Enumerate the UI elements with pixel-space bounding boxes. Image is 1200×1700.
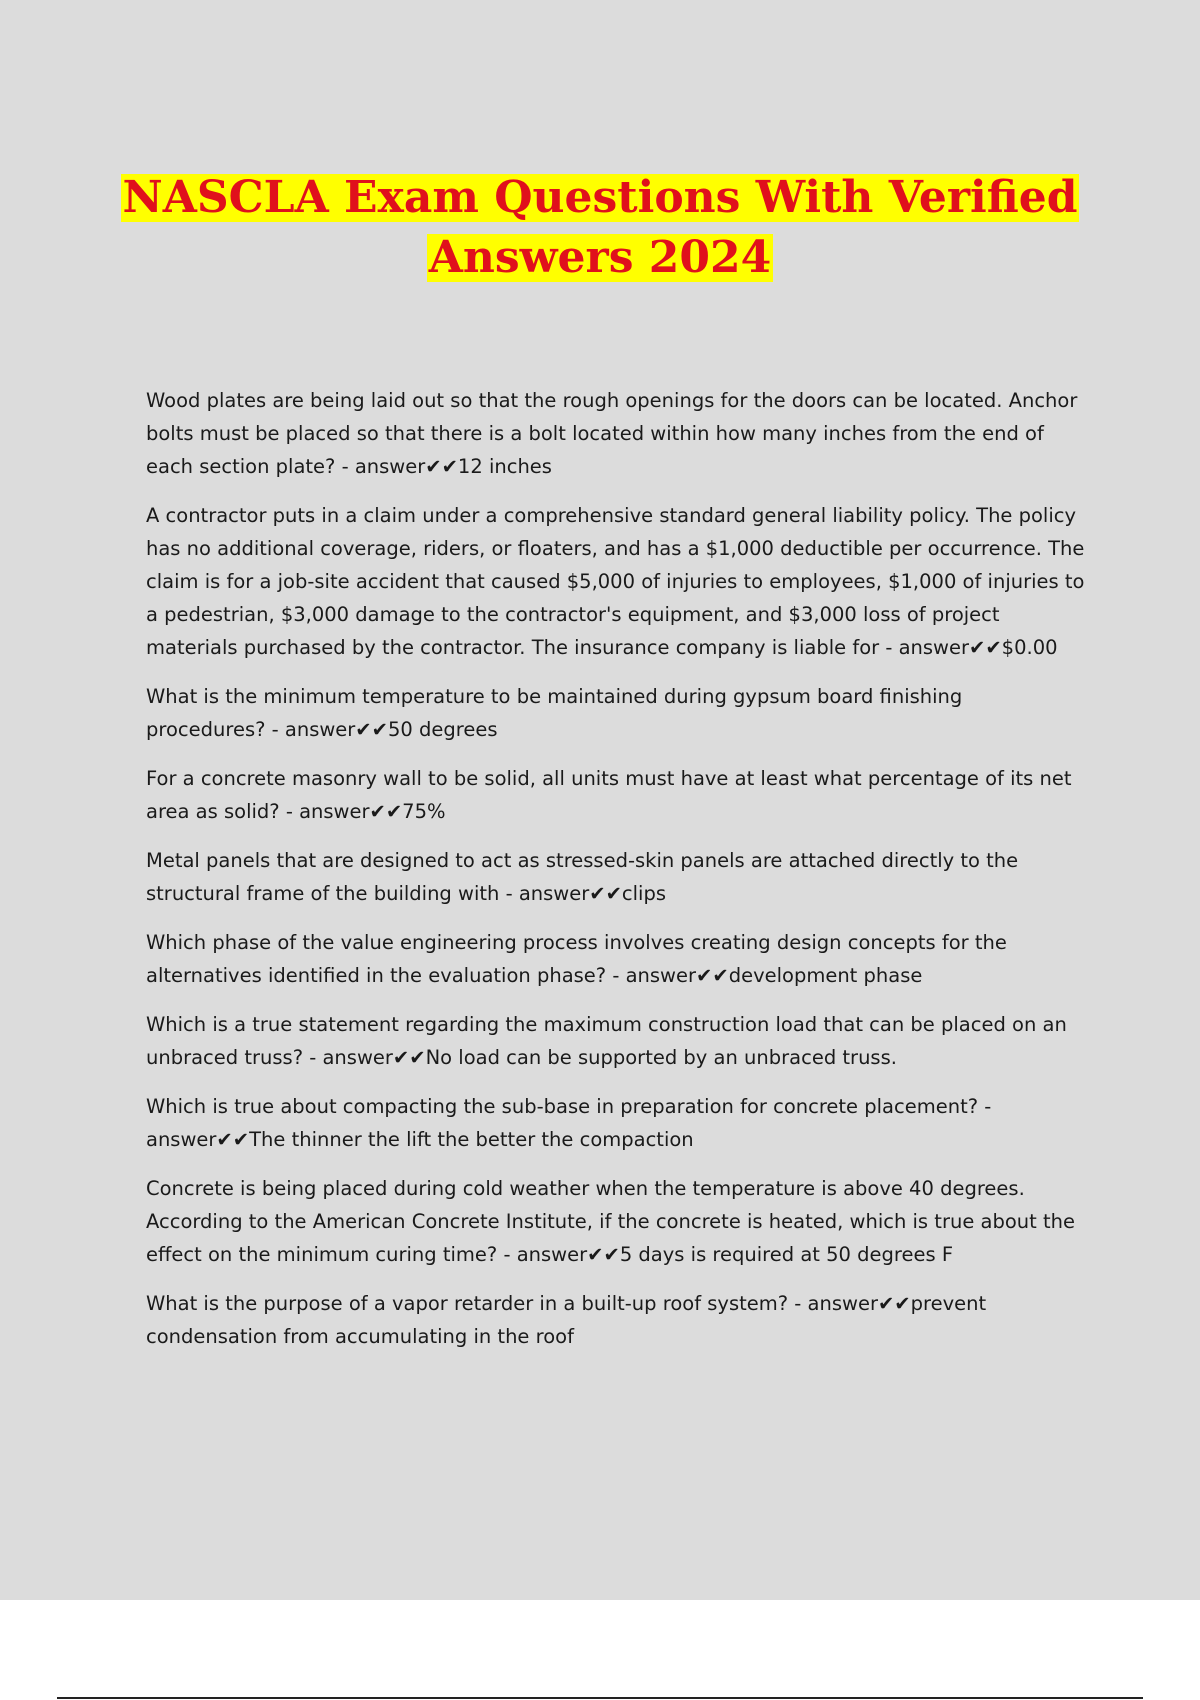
qa-list (146, 384, 1086, 1369)
qa-item: A contractor puts in a claim under a comprehensive standard general liability policy. The policy has no additional coverage, riders, or floaters, and has a $1,000 deductible per occurrence. The claim is for a job-site accident that caused $5,000 of injuries to employees, $1,000 of injuries to a pedestrian, $3,000 damage to the contractor's equipment, and $3,000 loss of project materials purchased by the contractor. The insurance company is liable for - answer✔✔$0.00 (146, 504, 1085, 659)
document-title (0, 168, 1200, 288)
qa-item: Which phase of the value engineering process involves creating design concepts for the alternatives identified in the evaluation phase? - answer✔✔development phase (146, 931, 1007, 987)
qa-item: What is the purpose of a vapor retarder in a built-up roof system? - answer✔✔prevent condensation from accumulating in the roof (146, 1292, 987, 1348)
qa-item: Metal panels that are designed to act as stressed-skin panels are attached directly to the structural frame of the building with - answer✔✔clips (146, 849, 1019, 905)
title-line-1: NASCLA Exam Questions With Verified (122, 172, 1078, 223)
qa-item: Which is a true statement regarding the maximum construction load that can be placed on an unbraced truss? - answer✔✔No load can be supported by an unbraced truss. (146, 1013, 1067, 1069)
qa-item: Wood plates are being laid out so that the rough openings for the doors can be located. Anchor bolts must be placed so that there is a bolt located within how many inches from the end of each section plate? - answer✔✔12 inches (146, 389, 1078, 478)
title-line-2: Answers 2024 (428, 232, 772, 283)
footer-divider (57, 1697, 1143, 1699)
qa-item: Concrete is being placed during cold weather when the temperature is above 40 degrees. According to the American Concrete Institute, if the concrete is heated, which is true about the effect on the minimum curing time? - answer✔✔5 days is required at 50 degrees F (146, 1177, 1075, 1266)
qa-item: For a concrete masonry wall to be solid, all units must have at least what percentage of its net area as solid? - answer✔✔75% (146, 767, 1072, 823)
qa-item: What is the minimum temperature to be maintained during gypsum board finishing procedures? - answer✔✔50 degrees (146, 685, 963, 741)
qa-item: Which is true about compacting the sub-base in preparation for concrete placement? - answer✔✔The thinner the lift the better the compaction (146, 1095, 992, 1151)
